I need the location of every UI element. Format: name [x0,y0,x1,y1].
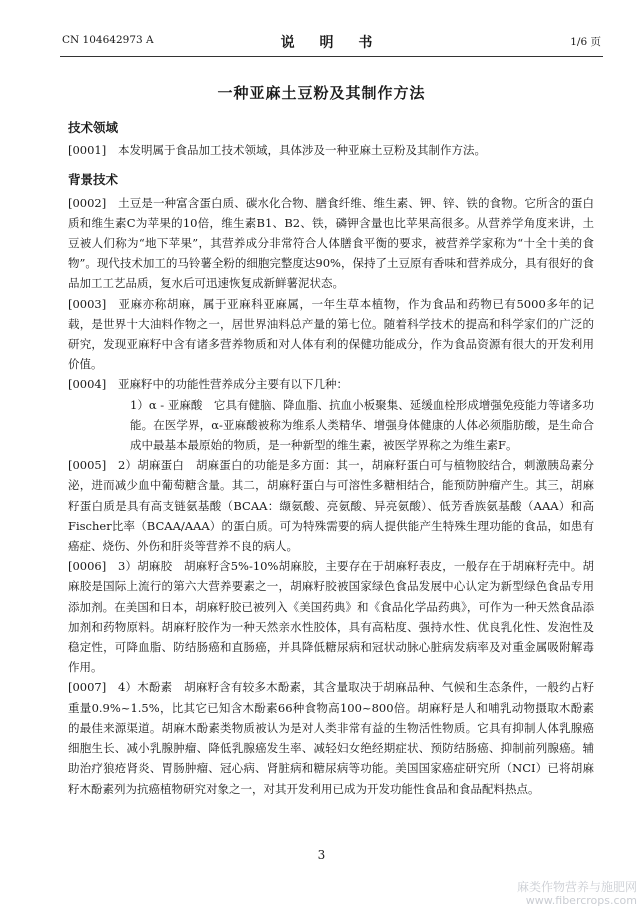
paragraph-number: [0007] [68,680,107,695]
paragraph-0004 [68,374,594,394]
paragraph-number: [0005] [68,458,107,473]
watermark-site-name: 麻类作物营养与施肥网 [516,880,637,894]
document-type: 说 明 书 [280,35,383,51]
document-title: 一种亚麻土豆粉及其制作方法 [217,84,426,102]
list-item-alpha-linolenic: 1）α - 亚麻酸 它具有健脑、降血脂、抗血小板聚集、延缓血栓形成增强免疫能力等诸多功能。在医学界，α-亚麻酸被称为维系人类精华、增强身体健康的人体必须脂肪酸，是生命合成中最基本最原始的物质，是一种新型的维生素，被医学界称之为维生素F。 [130,397,594,453]
paragraph-0002 [68,193,594,294]
document-body [68,118,594,799]
paragraph-text: 土豆是一种富含蛋白质、碳水化合物、膳食纤维、维生素、钾、锌、铁的食物。它所含的蛋白质和维生素C为苹果的10倍，维生素B1、B2、铁，磷钾含量也比苹果高很多。从营养学角度来讲，土豆被人们称为“地下苹果”，其营养成分非常符合人体膳食平衡的要求，被营养学家称为“十全十美的食物”。现代技术加工的马铃薯全粉的细胞完整度达90%，保持了土豆原有香味和营养成分，具有很好的食品加工工艺品质，复水后可迅速恢复成新鲜薯泥状态。 [68,195,594,291]
paragraph-text: 本发明属于食品加工技术领域，具体涉及一种亚麻土豆粉及其制作方法。 [118,143,486,158]
paragraph-0007 [68,677,594,798]
paragraph-text: 3）胡麻胶 胡麻籽含5%-10%胡麻胶，主要存在于胡麻籽表皮，一般存在于胡麻籽壳中。胡麻胶是国际上流行的第六大营养要素之一，胡麻籽胶被国家绿色食品发展中心认定为新型绿色食品专用添加剂。在美国和日本，胡麻籽胶已被列入《美国药典》和《食品化学品药典》，可作为一种天然食品添加剂和药物原料。胡麻籽胶作为一种天然亲水性胶体，具有高粘度、强持水性、优良乳化性、发泡性及稳定性，可降血脂、防结肠癌和直肠癌，并具降低糖尿病和冠状动脉心脏病发病率及对重金属吸附解毒作用。 [68,559,594,675]
paragraph-0003 [68,294,594,375]
section-heading-tech-field: 技术领域 [68,120,119,135]
paragraph-text: 亚麻籽中的功能性营养成分主要有以下几种： [118,377,348,392]
paragraph-number: [0006] [68,559,107,574]
header-divider [60,56,603,57]
paragraph-text: 4）木酚素 胡麻籽含有较多木酚素，其含量取决于胡麻品种、气候和生态条件，一般约占籽重量0.9%~1.5%，比其它已知含木酚素66种食物高100~800倍。胡麻籽是人和哺乳动物摄取木酚素的最佳来源渠道。胡麻木酚素类物质被认为是对人类非常有益的生物活性物质。它具有抑制人体乳腺癌细胞生长、减小乳腺肿瘤、降低乳腺癌发生率、减轻妇女绝经期症状、预防结肠癌、抑制前列腺癌。辅助治疗狼疮肾炎、胃肠肿瘤、冠心病、肾脏病和糖尿病等功能。美国国家癌症研究所（NCI）已将胡麻籽木酚素列为抗癌植物研究对象之一，对其开发利用已成为开发功能性食品和食品配料热点。 [68,680,594,796]
paragraph-number: [0003] [68,296,107,311]
patent-number: CN 104642973 A [62,34,154,46]
paragraph-number: [0001] [68,143,107,158]
paragraph-text: 2）胡麻蛋白 胡麻蛋白的功能是多方面：其一，胡麻籽蛋白可与植物胶结合，刺激胰岛素分泌，进而减少血中葡萄糖含量。其二，胡麻籽蛋白与可溶性多糖相结合，能预防肿瘤产生。其三，胡麻籽蛋白质是具有高支链氨基酸（BCAA：缬氨酸、亮氨酸、异亮氨酸）、低芳香族氨基酸（AAA）和高Fischer比率（BCAA/AAA）的蛋白质。可为特殊需要的病人提供能产生特殊生理功能的食品，如患有癌症、烧伤、外伤和肝炎等营养不良的病人。 [68,458,594,554]
paragraph-0006 [68,556,594,677]
page-number: 3 [317,848,326,862]
paragraph-0001 [68,140,594,160]
paragraph-text: 亚麻亦称胡麻，属于亚麻科亚麻属，一年生草本植物，作为食品和药物已有5000多年的记载，是世界十大油料作物之一，居世界油料总产量的第七位。随着科学技术的提高和科学家们的广泛的研究，发现亚麻籽中含有诸多营养物质和对人体有利的保健功能成分，作为食品资源有很大的开发利用价值。 [68,296,594,372]
paragraph-number: [0004] [68,377,107,392]
page-label: 1/6 页 [570,36,601,48]
paragraph-number: [0002] [68,195,107,210]
section-heading-background: 背景技术 [68,172,119,188]
paragraph-0005 [68,455,594,556]
page-header [62,32,601,51]
watermark-url: www.fibercrops.com [525,894,637,907]
